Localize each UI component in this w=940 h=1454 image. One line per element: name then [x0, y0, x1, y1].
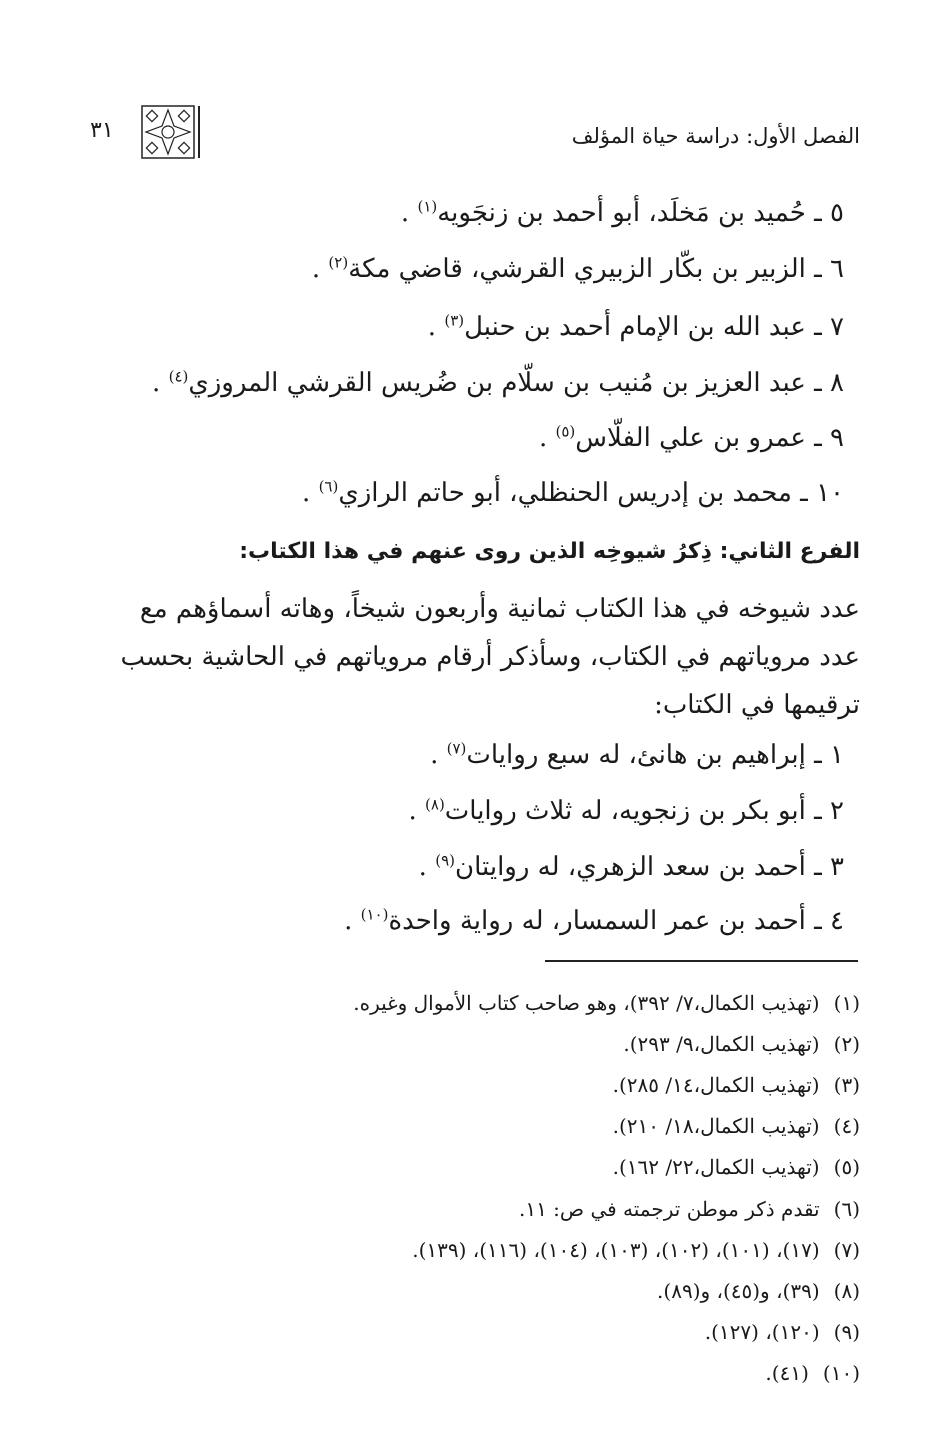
list-item: ١ ـ إبراهيم بن هانئ، له سبع روايات$^{(٧)}$ .	[430, 739, 844, 770]
header-divider	[198, 106, 200, 158]
list-item: ١٠ ـ محمد بن إدريس الحنظلي، أبو حاتم الرازي$^{(٦)}$ .	[302, 477, 844, 508]
footnote: (٦)تقدم ذكر موطن ترجمته في ص: ١١.	[518, 1197, 860, 1221]
paragraph-line: عدد شيوخه في هذا الكتاب ثمانية وأربعون شيخاً، وهاته أسماؤهم مع	[139, 594, 860, 624]
footnote-ref: (٢)	[328, 253, 349, 272]
footnote-ref: (٤)	[168, 367, 189, 386]
list-item: ٦ ـ الزبير بن بكّار الزبيري القرشي، قاضي مكة$^{(٢)}$ .	[311, 253, 844, 284]
footnote-ref: (١٠)	[360, 905, 389, 924]
footnote: (١٠)(٤١).	[765, 1361, 860, 1385]
footnote-ref: (٣)	[444, 311, 465, 330]
footnote-ref: (٩)	[435, 851, 455, 870]
footnote: (٧)(١٧)، (١٠١)، (١٠٢)، (١٠٣)، (١٠٤)، (١١٦)، (١٣٩).	[412, 1238, 860, 1262]
chapter-title: الفصل الأول: دراسة حياة المؤلف	[571, 124, 860, 148]
paragraph-line: عدد مروياتهم في الكتاب، وسأذكر أرقام مروياتهم في الحاشية بحسب	[120, 642, 860, 672]
footnote: (٩)(١٢٠)، (١٢٧).	[704, 1320, 860, 1344]
list-item: ٧ ـ عبد الله بن الإمام أحمد بن حنبل$^{(٣)}$ .	[427, 311, 844, 342]
footnote-ref: (٧)	[446, 739, 467, 758]
list-item: ٣ ـ أحمد بن سعد الزهري، له روايتان$^{(٩)}$ .	[418, 851, 844, 882]
footnote: (٣)(تهذيب الكمال،١٤/ ٢٨٥).	[612, 1073, 860, 1097]
section-heading: الفرع الثاني: ذِكرُ شيوخِه الذين روى عنهم في هذا الكتاب:	[239, 539, 860, 564]
footnote-ref: (١)	[417, 197, 438, 216]
footnote: (١)(تهذيب الكمال،٧/ ٣٩٢)، وهو صاحب كتاب الأموال وغيره.	[353, 991, 860, 1015]
footnote-ref: (٨)	[425, 795, 445, 814]
footnote-ref: (٥)	[555, 422, 576, 441]
footnote-divider	[545, 960, 858, 962]
list-item: ٨ ـ عبد العزيز بن مُنيب بن سلّام بن ضُريس القرشي المروزي$^{(٤)}$ .	[152, 367, 844, 398]
list-item: ٤ ـ أحمد بن عمر السمسار، له رواية واحدة$^{(١٠)}$ .	[344, 905, 844, 936]
footnote: (٥)(تهذيب الكمال،٢٢/ ١٦٢).	[612, 1155, 860, 1179]
footnote: (٤)(تهذيب الكمال،١٨/ ٢١٠).	[612, 1114, 860, 1138]
list-item: ٢ ـ أبو بكر بن زنجويه، له ثلاث روايات$^{(٨)}$ .	[408, 795, 844, 826]
footnote: (٢)(تهذيب الكمال،٩/ ٢٩٣).	[623, 1032, 860, 1056]
footnote: (٨)(٣٩)، و(٤٥)، و(٨٩).	[657, 1279, 860, 1303]
paragraph-line: ترقيمها في الكتاب:	[654, 690, 860, 720]
footnote-ref: (٦)	[318, 477, 339, 496]
list-item: ٥ ـ حُميد بن مَخلَد، أبو أحمد بن زنجَويه$^{(١)}$ .	[400, 197, 844, 228]
ornament-icon	[140, 104, 196, 160]
list-item: ٩ ـ عمرو بن علي الفلّاس$^{(٥)}$ .	[538, 422, 844, 453]
page-number: ٣١	[90, 118, 114, 143]
